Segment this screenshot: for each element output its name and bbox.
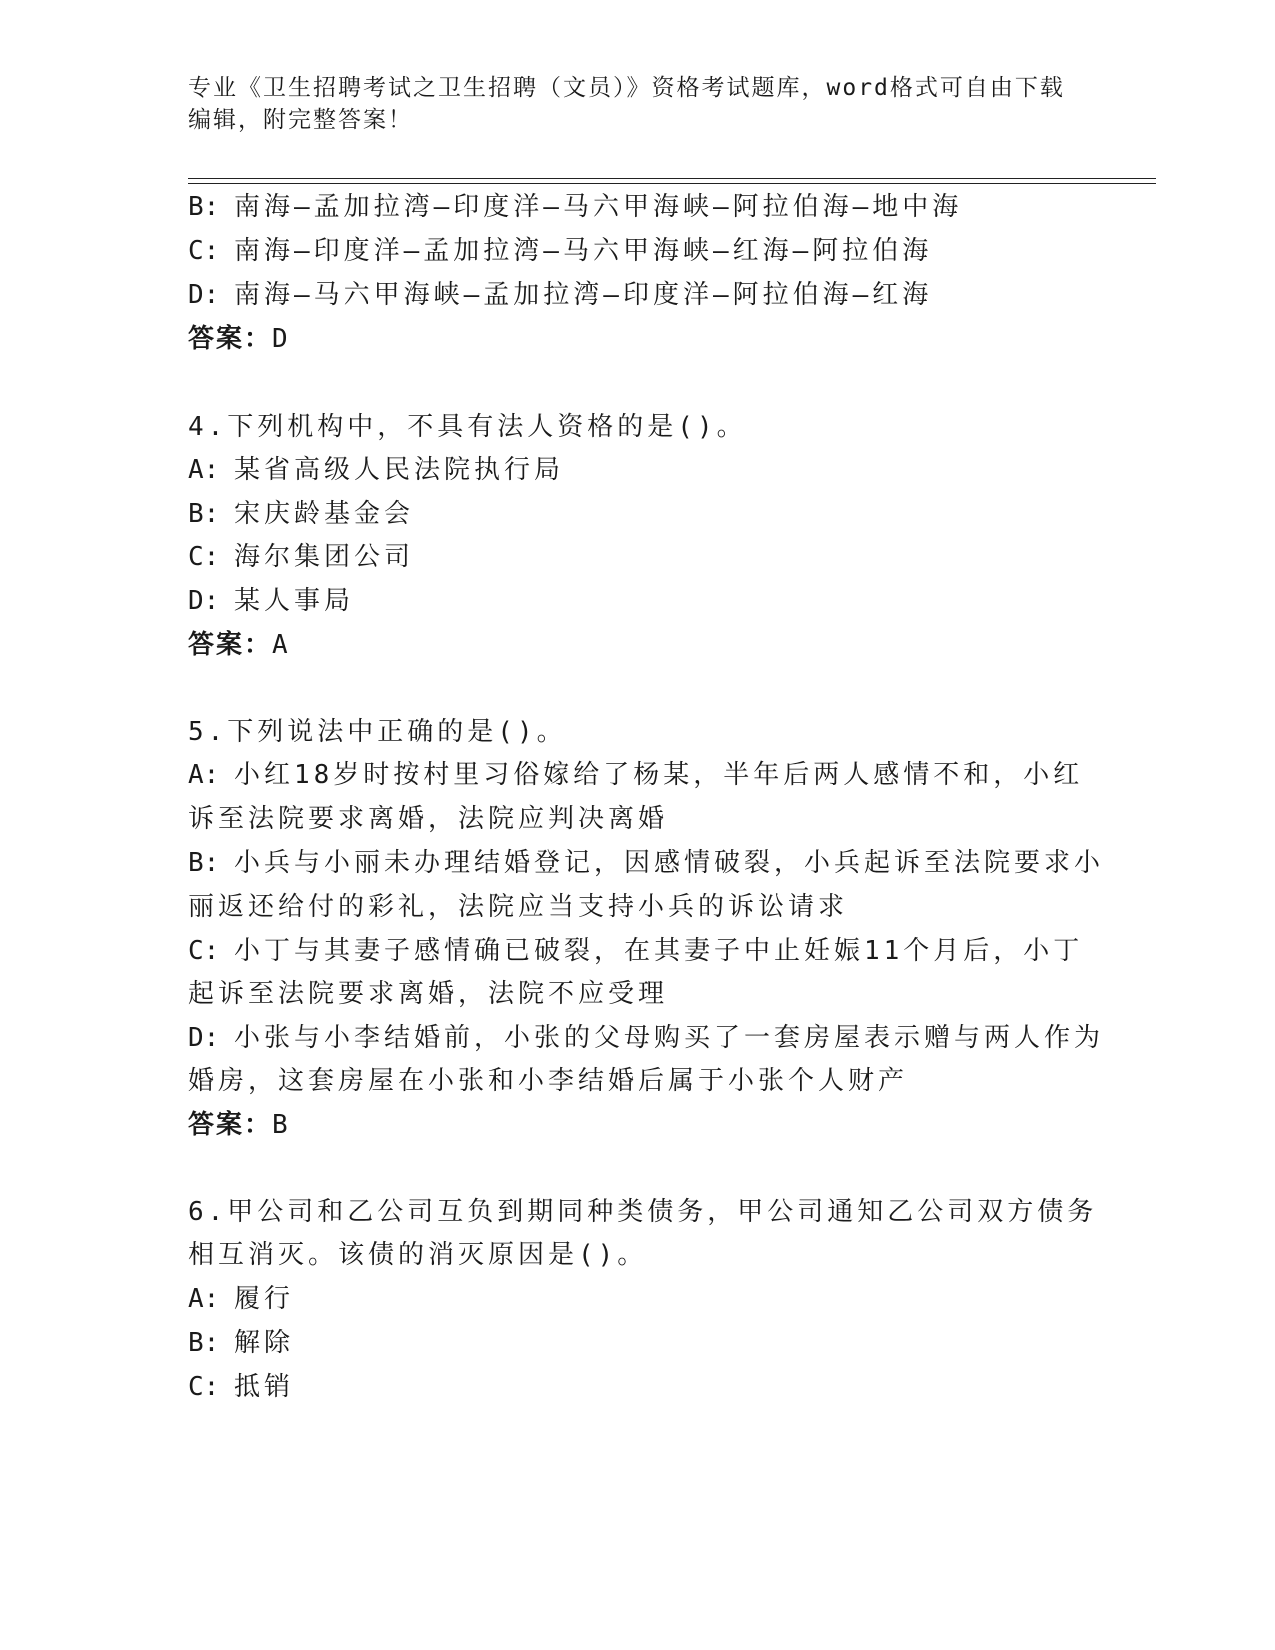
option-text: 小张与小李结婚前，小张的父母购买了一套房屋表示赠与两人作为: [234, 1023, 1105, 1053]
q5-option-a-continued: 诉至法院要求离婚，法院应判决离婚: [188, 804, 669, 834]
option-key: B:: [188, 848, 220, 878]
answer-value: B: [272, 1110, 290, 1140]
option-key: B:: [188, 192, 220, 222]
q3-option-c: [188, 234, 932, 268]
option-key: C:: [188, 542, 220, 572]
option-key: B:: [188, 1328, 220, 1358]
option-key: C:: [188, 236, 220, 266]
q4-question: 4.下列机构中，不具有法人资格的是()。: [188, 412, 747, 442]
q4-option-b: [188, 497, 414, 531]
option-key: A:: [188, 455, 220, 485]
option-key: B:: [188, 499, 220, 529]
q5-option-b: [188, 846, 1104, 880]
q3-answer: [188, 322, 290, 356]
option-text: 海尔集团公司: [234, 542, 415, 572]
q4-option-a: [188, 453, 564, 487]
option-text: 小丁与其妻子感情确已破裂，在其妻子中止妊娠11个月后，小丁: [234, 936, 1084, 966]
header-line-1: 专业《卫生招聘考试之卫生招聘（文员）》资格考试题库，word格式可自由下载: [188, 75, 1065, 101]
option-text: 某省高级人民法院执行局: [234, 455, 565, 485]
q6-question-continued: 相互消灭。该债的消灭原因是()。: [188, 1240, 648, 1270]
q4-option-d: [188, 584, 354, 618]
header-divider-top: [188, 178, 1156, 179]
option-key: D:: [188, 280, 220, 310]
option-key: D:: [188, 1023, 220, 1053]
option-key: D:: [188, 586, 220, 616]
q5-option-a: [188, 758, 1083, 792]
answer-label: 答案：: [188, 1110, 273, 1140]
option-key: C:: [188, 936, 220, 966]
q5-option-c-continued: 起诉至法院要求离婚，法院不应受理: [188, 979, 669, 1009]
option-key: A:: [188, 1284, 220, 1314]
option-text: 解除: [234, 1328, 295, 1358]
q3-option-b: [188, 190, 962, 224]
q6-option-c: [188, 1370, 294, 1404]
answer-value: A: [272, 630, 290, 660]
option-key: C:: [188, 1372, 220, 1402]
q5-option-c: [188, 934, 1083, 968]
header-divider-bottom: [188, 183, 1156, 184]
q5-question: 5.下列说法中正确的是()。: [188, 717, 567, 747]
option-key: A:: [188, 760, 220, 790]
option-text: 抵销: [234, 1372, 295, 1402]
option-text: 宋庆龄基金会: [234, 499, 415, 529]
answer-label: 答案：: [188, 324, 273, 354]
header-line-2: 编辑，附完整答案！: [188, 107, 413, 133]
option-text: 南海—马六甲海峡—孟加拉湾—印度洋—阿拉伯海—红海: [234, 280, 933, 310]
q5-answer: [188, 1108, 290, 1142]
option-text: 南海—孟加拉湾—印度洋—马六甲海峡—阿拉伯海—地中海: [234, 192, 963, 222]
option-text: 南海—印度洋—孟加拉湾—马六甲海峡—红海—阿拉伯海: [234, 236, 933, 266]
q6-option-a: [188, 1282, 294, 1316]
q3-option-d: [188, 278, 932, 312]
option-text: 某人事局: [234, 586, 355, 616]
document-header: [188, 72, 1088, 136]
answer-label: 答案：: [188, 630, 273, 660]
q5-option-d: [188, 1021, 1104, 1055]
q5-option-d-continued: 婚房，这套房屋在小张和小李结婚后属于小张个人财产: [188, 1066, 909, 1096]
q6-option-b: [188, 1326, 294, 1360]
q4-option-c: [188, 540, 414, 574]
answer-value: D: [272, 324, 290, 354]
q5-option-b-continued: 丽返还给付的彩礼，法院应当支持小兵的诉讼请求: [188, 892, 849, 922]
q6-question: 6.甲公司和乙公司互负到期同种类债务，甲公司通知乙公司双方债务: [188, 1197, 1098, 1227]
option-text: 小红18岁时按村里习俗嫁给了杨某，半年后两人感情不和，小红: [234, 760, 1084, 790]
option-text: 小兵与小丽未办理结婚登记，因感情破裂，小兵起诉至法院要求小: [234, 848, 1105, 878]
option-text: 履行: [234, 1284, 295, 1314]
q4-answer: [188, 628, 290, 662]
